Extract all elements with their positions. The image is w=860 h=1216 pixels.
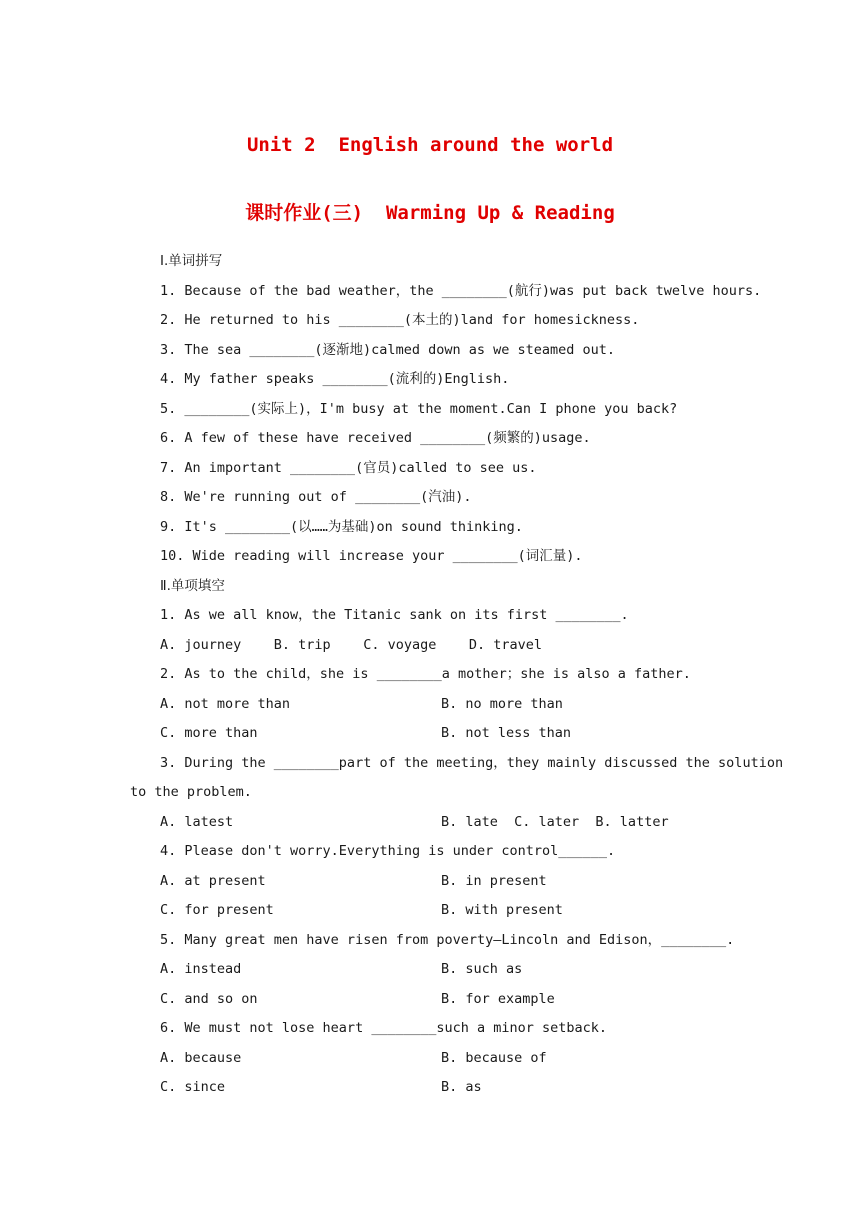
question-5-option-c: C. and so on [160,991,258,1007]
question-5-option-b: B. such as [441,961,523,977]
question-5-option-a: A. instead [160,961,242,977]
spelling-item-3: 3. The sea ________(逐渐地)calmed down as we steamed out. [160,342,616,358]
question-6-option-a: A. because [160,1050,242,1066]
question-2-option-b: B. no more than [441,696,563,712]
question-6-option-b: B. because of [441,1050,547,1066]
question-2-stem: 2. As to the child，she is ________a mother；she is also a father. [160,666,691,682]
question-6-stem: 6. We must not lose heart ________such a minor setback. [160,1020,608,1036]
question-3-stem-continued: to the problem. [130,784,252,800]
spelling-item-2: 2. He returned to his ________(本土的)land for homesickness. [160,312,640,328]
question-4-option-a: A. at present [160,873,266,889]
spelling-item-5: 5. ________(实际上)，I'm busy at the moment.Can I phone you back? [160,401,678,417]
question-2-option-a: A. not more than [160,696,291,712]
question-4-option-c: C. for present [160,902,274,918]
question-2-option-d: B. not less than [441,725,572,741]
question-5-stem: 5. Many great men have risen from poverty—Lincoln and Edison，________. [160,932,735,948]
spelling-item-1: 1. Because of the bad weather，the ________(航行)was put back twelve hours. [160,283,762,299]
spelling-item-9: 9. It's ________(以……为基础)on sound thinking. [160,519,523,535]
question-1-options: A. journey B. trip C. voyage D. travel [160,637,543,653]
question-4-option-b: B. in present [441,873,547,889]
section-1-heading: Ⅰ.单词拼写 [160,253,223,269]
question-4-option-d: B. with present [441,902,563,918]
question-5-option-d: B. for example [441,991,555,1007]
section-2-heading: Ⅱ.单项填空 [160,578,225,594]
question-3-option-a: A. latest [160,814,234,830]
spelling-item-4: 4. My father speaks ________(流利的)English. [160,371,510,387]
spelling-item-10: 10. Wide reading will increase your ________(词汇量). [160,548,583,564]
spelling-item-6: 6. A few of these have received ________(频繁的)usage. [160,430,591,446]
lesson-title: 课时作业(三) Warming Up & Reading [245,202,615,224]
question-2-option-c: C. more than [160,725,258,741]
question-3-options-rest: B. late C. later B. latter [441,814,669,830]
question-4-stem: 4. Please don't worry.Everything is under control______. [160,843,616,859]
question-6-option-c: C. since [160,1079,226,1095]
question-6-option-d: B. as [441,1079,482,1095]
question-3-stem: 3. During the ________part of the meeting，they mainly discussed the solution [160,755,784,771]
unit-title: Unit 2 English around the world [246,134,614,156]
question-1-stem: 1. As we all know，the Titanic sank on its first ________. [160,607,629,623]
spelling-item-7: 7. An important ________(官员)called to see us. [160,460,537,476]
spelling-item-8: 8. We're running out of ________(汽油). [160,489,472,505]
